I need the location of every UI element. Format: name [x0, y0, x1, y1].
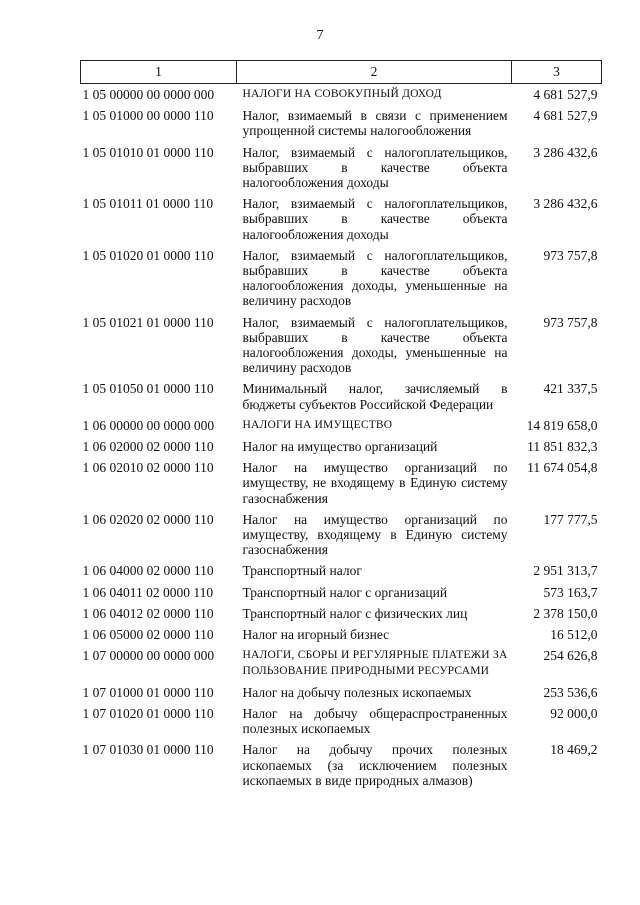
- row-code: 1 06 02000 02 0000 110: [82, 439, 214, 455]
- table-row: [81, 563, 602, 584]
- table-row: [81, 196, 602, 248]
- row-amount: 3 286 432,6: [533, 144, 598, 160]
- row-amount: 4 681 527,9: [533, 108, 598, 124]
- row-code: 1 06 02010 02 0000 110: [82, 460, 214, 476]
- row-amount: 2 951 313,7: [533, 563, 598, 579]
- table-row: [81, 585, 602, 606]
- table-row: [81, 460, 602, 512]
- row-amount: 18 469,2: [550, 742, 598, 758]
- row-amount: 3 286 432,6: [533, 196, 598, 212]
- table-row: [81, 418, 602, 439]
- row-code: 1 06 04012 02 0000 110: [82, 605, 214, 621]
- row-name: НАЛОГИ НА ИМУЩЕСТВО: [242, 418, 393, 431]
- row-name: Транспортный налог с организаций: [242, 584, 448, 600]
- row-code: 1 05 01011 01 0000 110: [82, 196, 214, 212]
- row-code: 1 07 00000 00 0000 000: [82, 648, 215, 664]
- table-row: [81, 108, 602, 144]
- row-code: 1 06 02020 02 0000 110: [82, 511, 214, 527]
- row-amount: 14 819 658,0: [526, 417, 598, 433]
- table-row: [81, 84, 602, 109]
- row-code: 1 05 01050 01 0000 110: [82, 381, 214, 397]
- column-header-name: 2: [237, 61, 512, 84]
- row-name: Налог, взимаемый с налогоплательщиков, выбравших в качестве объекта налогообложения доходы: [242, 144, 508, 191]
- row-code: 1 07 01020 01 0000 110: [82, 705, 214, 721]
- table-row: [81, 315, 602, 382]
- row-amount: 11 674 054,8: [527, 460, 598, 476]
- row-name: Налог на добычу прочих полезных ископаемых (за исключением полезных ископаемых в виде природных алмазов): [242, 742, 508, 788]
- table-row: [81, 648, 602, 684]
- revenue-table: [80, 60, 602, 794]
- row-code: 1 05 01021 01 0000 110: [82, 314, 214, 330]
- row-name: Налог на игорный бизнес: [242, 627, 390, 643]
- table-row: [81, 381, 602, 417]
- row-name: Транспортный налог: [242, 563, 362, 579]
- row-code: 1 07 01000 01 0000 110: [82, 684, 214, 700]
- column-header-code: 1: [81, 61, 237, 84]
- row-name: Налог на имущество организаций: [242, 439, 438, 455]
- revenue-table-container: [80, 60, 601, 794]
- row-name: Налог, взимаемый с налогоплательщиков, выбравших в качестве объекта налогообложения доходы: [242, 196, 508, 242]
- row-code: 1 05 01020 01 0000 110: [82, 247, 214, 263]
- row-name: Минимальный налог, зачисляемый в бюджеты субъектов Российской Федерации: [242, 381, 508, 412]
- row-code: 1 05 01000 00 0000 110: [82, 108, 214, 124]
- row-amount: 177 777,5: [543, 511, 598, 527]
- row-amount: 2 378 150,0: [533, 605, 598, 621]
- row-name: Налог, взимаемый в связи с применением упрощенной системы налогообложения: [242, 108, 508, 139]
- row-amount: 4 681 527,9: [533, 87, 598, 102]
- row-amount: 92 000,0: [550, 705, 598, 721]
- row-amount: 16 512,0: [550, 627, 598, 643]
- row-name: Налог на имущество организаций по имуществу, не входящему в Единую систему газоснабжения: [242, 460, 508, 506]
- page-number: 7: [316, 28, 324, 43]
- row-name: НАЛОГИ, СБОРЫ И РЕГУЛЯРНЫЕ ПЛАТЕЖИ ЗА ПОЛЬЗОВАНИЕ ПРИРОДНЫМИ РЕСУРСАМИ: [242, 649, 508, 677]
- table-body: [81, 84, 602, 794]
- row-code: 1 05 00000 00 0000 000: [82, 87, 215, 102]
- table-row: [81, 742, 602, 794]
- row-code: 1 06 04011 02 0000 110: [82, 584, 214, 600]
- row-amount: 421 337,5: [543, 381, 598, 397]
- table-row: [81, 145, 602, 197]
- row-code: 1 06 04000 02 0000 110: [82, 563, 214, 579]
- table-row: [81, 606, 602, 627]
- table-row: [81, 706, 602, 742]
- row-name: Налог на добычу полезных ископаемых: [242, 684, 472, 700]
- row-code: 1 06 00000 00 0000 000: [82, 417, 215, 433]
- table-header-row: [81, 61, 602, 84]
- table-row: [81, 439, 602, 460]
- row-name: НАЛОГИ НА СОВОКУПНЫЙ ДОХОД: [242, 88, 442, 100]
- table-row: [81, 627, 602, 648]
- row-code: 1 06 05000 02 0000 110: [82, 627, 214, 643]
- row-amount: 973 757,8: [543, 247, 598, 263]
- table-row: [81, 512, 602, 564]
- row-amount: 11 851 832,3: [527, 439, 598, 455]
- row-amount: 973 757,8: [543, 314, 598, 330]
- row-amount: 573 163,7: [543, 584, 598, 600]
- row-amount: 253 536,6: [543, 684, 598, 700]
- row-name: Налог на добычу общераспространенных полезных ископаемых: [242, 705, 508, 737]
- row-name: Налог на имущество организаций по имуществу, входящему в Единую систему газоснабжения: [242, 511, 508, 558]
- row-code: 1 05 01010 01 0000 110: [82, 144, 214, 160]
- table-row: [81, 685, 602, 706]
- column-header-amount: 3: [512, 61, 602, 84]
- row-amount: 254 626,8: [543, 648, 598, 664]
- row-name: Налог, взимаемый с налогоплательщиков, выбравших в качестве объекта налогообложения доходы, уменьшенные на величину расходов: [242, 247, 508, 309]
- row-name: Налог, взимаемый с налогоплательщиков, выбравших в качестве объекта налогообложения доходы, уменьшенные на величину расходов: [242, 314, 508, 376]
- row-name: Транспортный налог с физических лиц: [242, 605, 468, 621]
- table-row: [81, 248, 602, 315]
- row-code: 1 07 01030 01 0000 110: [82, 742, 214, 758]
